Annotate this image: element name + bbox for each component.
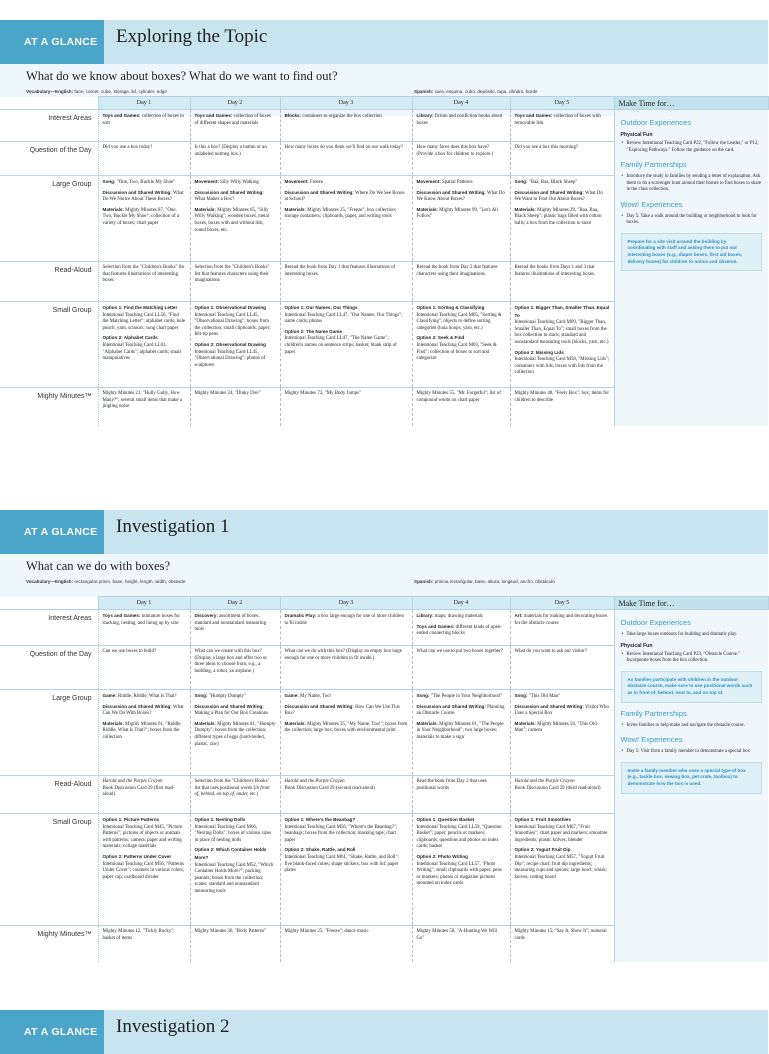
row-label: Interest Areas xyxy=(0,110,98,142)
day-header: Day 1 xyxy=(98,97,190,110)
table-cell: Harold and the Purple Crayon Book Discussion Card 29 (second read-aloud) xyxy=(280,776,412,814)
focus-question: What do we know about boxes? What do we want to find out? xyxy=(26,69,338,83)
table-cell: Toys and Games: collection of boxes with removable lids xyxy=(510,110,614,142)
make-time-header: Make Time for… xyxy=(614,97,768,110)
physical-fun-label: Physical Fun xyxy=(620,132,653,139)
table-cell: Can we use boxes to build? xyxy=(98,646,190,690)
table-cell: Harold and the Purple Crayon Book Discussion Card 29 (third read-aloud) xyxy=(510,776,614,814)
physical-fun-label: Physical Fun xyxy=(620,642,653,649)
table-cell: Mighty Minutes 36, "Body Patterns" xyxy=(190,926,280,962)
table-cell: What can we do with this box? (Display an empty box large enough for one or more children to fit inside.) xyxy=(280,646,412,690)
outdoor-heading: Outdoor Experiences xyxy=(620,118,691,127)
table-cell: Reread the books from Days 1 and 3 that features illustrations of interesting boxes. xyxy=(510,262,614,302)
table-cell: Movement: Spatial Patterns Discussion and Shared Writing: What Do We Know About Boxes? Materials: Mighty Minutes 99, "Let's All Follow" xyxy=(412,176,510,262)
table-cell: Mighty Minutes 15, "Say It, Show It"; numeral cards xyxy=(510,926,614,962)
day-header: Day 4 xyxy=(412,597,510,610)
table-cell: What can we use to put two boxes together? xyxy=(412,646,510,690)
table-cell: Song: "Humpty Dumpty" Discussion and Shared Writing: Making a Plan for Our Box Creations Materials: Mighty Minutes 81, "Humpty Dumpty"; boxes from the collection; different types of eggs (hard-boiled, plastic, raw) xyxy=(190,690,280,776)
table-cell: Reread the book from Day 1 that features illustrations of interesting boxes. xyxy=(280,262,412,302)
table-cell: Option 1: Question Basket Intentional Teaching Card LL59, "Question Basket"; paper; pencils or markers; clipboards; questions and photos on index cards; basket Option 2: Photo Writing Intentional Teaching Card LL57, "Photo Writing"; small clipboards with paper; pens or markers; photos or magazine pictures mounted on index cards xyxy=(412,814,510,926)
wow-heading: Wow! Experiences xyxy=(620,199,683,209)
side-bullet: • Day 5: Visit from a family member to demonstrate a special box xyxy=(621,749,763,755)
row-label: Small Group xyxy=(0,302,98,388)
vocabulary-spanish: Spanish: cara, esquina, cubo, depósito, tapa, cilindro, borde xyxy=(414,89,538,94)
table-cell: Option 1: Sorting & Classifying Intentional Teaching Card M05, "Sorting & Classifying"; objects to define sorting categories (hula hoops, yarn, etc.) Option 2: Seek & Find Intentional Teaching Card M03, "Seek & Find"; collection of boxes to sort and categorize xyxy=(412,302,510,388)
day-header: Day 5 xyxy=(510,97,614,110)
at-a-glance-badge: AT A GLANCE xyxy=(0,510,104,554)
section-banner xyxy=(0,20,768,64)
table-cell: Art: materials for making and decorating boxes for the obstacle course xyxy=(510,610,614,646)
table-cell: What can we create with this box? (Display a large box and offer two or three ideas to choose from, e.g., a building, a robot, an airplane.) xyxy=(190,646,280,690)
schedule-table-2 xyxy=(0,596,768,962)
schedule-table-1 xyxy=(0,96,768,426)
section-title: Exploring the Topic xyxy=(116,26,268,47)
row-label: Large Group xyxy=(0,690,98,776)
callout-box: Prepare for a site visit around the building by coordinating with staff and asking them to put out interesting boxes (e.g., diaper boxes, first aid boxes, delivery boxes) for children to notice and observe. xyxy=(621,233,763,272)
focus-question: What can we do with boxes? xyxy=(26,559,171,573)
row-label: Read-Aloud xyxy=(0,776,98,814)
table-cell: Did you see a box this morning? xyxy=(510,142,614,176)
table-cell: Mighty Minutes 25, "Freeze"; dance music xyxy=(280,926,412,962)
table-cell: Selection from the "Children's Books" list that uses positional words (in front of, behind, on top of, under, etc.) xyxy=(190,776,280,814)
side-bullet: • Review Intentional Teaching Card P23, "Obstacle Course." Incorporate boxes from the box collection. xyxy=(621,652,763,665)
table-cell: Discovery: assortment of boxes; standard and nonstandard measuring tools xyxy=(190,610,280,646)
make-time-panel xyxy=(614,110,768,426)
table-cell: Option 1: Fruit Smoothies Intentional Teaching Card M67, "Fruit Smoothies"; chart paper and markers; smoothie ingredients; plastic knives; blender Option 2: Yogurt Fruit Dip Intentional Teaching Card M57, "Yogurt Fruit Dip"; recipe chart; fruit dip ingredients; measuring cups and spoons; large bowl; whisk; knives; cutting board xyxy=(510,814,614,926)
row-label: Large Group xyxy=(0,176,98,262)
vocabulary-spanish: Spanish: prisma rectangular, base, altura, longitud, ancho, obstáculo xyxy=(414,579,555,584)
at-a-glance-badge: AT A GLANCE xyxy=(0,1010,104,1054)
table-cell: Selection from the "Children's Books" list that features characters using their imaginations xyxy=(190,262,280,302)
day-header: Day 3 xyxy=(280,597,412,610)
section-title: Investigation 1 xyxy=(116,516,230,537)
table-cell: Option 1: Bigger Than, Smaller Than, Equal To Intentional Teaching Card M09, "Bigger Than, Smaller Than, Equal To"; small boxes from the box collection to stack; standard and nonstandard measuring tools (blocks, yarn, etc.) Option 2: Missing Lids Intentional Teaching Card M58, "Missing Lids"; containers with lids; boxes with lids from the collection xyxy=(510,302,614,388)
family-heading: Family Partnerships xyxy=(620,708,687,718)
day-header: Day 2 xyxy=(190,597,280,610)
day-header: Day 2 xyxy=(190,97,280,110)
row-label: Small Group xyxy=(0,814,98,926)
row-label: Interest Areas xyxy=(0,610,98,646)
callout-box: Invite a family member who uses a special type of box (e.g., tackle box, sewing box, pet crate, toolbox) to demonstrate how the box is used. xyxy=(621,762,763,794)
at-a-glance-badge: AT A GLANCE xyxy=(0,20,104,64)
day-header: Day 3 xyxy=(280,97,412,110)
table-cell: Song: "The People in Your Neighborhood" Discussion and Shared Writing: Planning an Obstacle Course Materials: Mighty Minutes 01, "The People in Your Neighborhood"; two large boxes; materials to make a sign xyxy=(412,690,510,776)
table-cell: Library: fiction and nonfiction books about boxes xyxy=(412,110,510,142)
make-time-panel xyxy=(614,610,768,962)
side-bullet: • Introduce the study to families by sending a letter of explanation. Ask them to do a scavenger hunt around their homes to find boxes to share in the class collection. xyxy=(621,174,763,193)
family-heading: Family Partnerships xyxy=(620,160,687,170)
table-cell: Option 1: Our Names, Our Things Intentional Teaching Card LL47, "Our Names, Our Things"; name cards; photos Option 2: The Name Game Intentional Teaching Card LL47, "The Name Game"; children's names on sentence strips; basket; blank strip of paper xyxy=(280,302,412,388)
table-cell: Toys and Games: collection of boxes to sort xyxy=(98,110,190,142)
table-cell: How many faces does this box have? (Provide a box for children to explore.) xyxy=(412,142,510,176)
table-cell: Song: "Baa, Baa, Black Sheep" Discussion and Shared Writing: What Do We Want to Find Out About Boxes? Materials: Mighty Minutes 29, "Baa, Baa, Black Sheep"; plastic bags filled with cotton balls; a box from the collection to store xyxy=(510,176,614,262)
row-label: Mighty Minutes™ xyxy=(0,926,98,962)
table-cell: Option 1: Where's the Beanbag? Intentional Teaching Card M56, "Where's the Beanbag?"; beanbags; boxes from the collection; masking tape; chart paper Option 2: Shake, Rattle, and Roll Intentional Teaching Card M61, "Shake, Rattle, and Roll"; five blank-faced cubes; shape stickers; box with lid; paper plates xyxy=(280,814,412,926)
table-cell: Harold and the Purple Crayon Book Discussion Card 29 (first read-aloud) xyxy=(98,776,190,814)
table-cell: Song: "One, Two, Buckle My Shoe" Discussion and Shared Writing: What Do We Notice About These Boxes? Materials: Mighty Minutes 87, "One, Two, Buckle My Shoe"; collection of a variety of boxes; chart paper xyxy=(98,176,190,262)
table-cell: Selection from the "Children's Books" list that features illustrations of interesting boxes xyxy=(98,262,190,302)
table-cell: Game: My Name, Too! Discussion and Shared Writing: How Can We Use This Box? Materials: Mighty Minutes 35, "My Name, Too!"; boxes from the collection; large box; boxes with environmental print xyxy=(280,690,412,776)
table-cell: Blocks: containers to organize the box collection xyxy=(280,110,412,142)
table-cell: Is this a box? (Display a button or an unlabeled nutmeg box.) xyxy=(190,142,280,176)
table-cell: Toys and Games: miniature boxes for stacking, nesting, and lining up by size xyxy=(98,610,190,646)
table-cell: Mighty Minutes 58, "A-Hunting We Will Go" xyxy=(412,926,510,962)
table-cell: Read the book from Day 2 that uses positional words xyxy=(412,776,510,814)
table-cell: Toys and Games: collection of boxes of different shapes and materials xyxy=(190,110,280,142)
row-label: Question of the Day xyxy=(0,142,98,176)
row-label: Question of the Day xyxy=(0,646,98,690)
day-header: Day 5 xyxy=(510,597,614,610)
vocabulary-english: Vocabulary—English: face, corner, cube, storage, lid, cylinder, edge xyxy=(26,89,167,94)
table-cell: Mighty Minutes 21, "Hully Gully, How Many?"; several small items that make a jingling noise xyxy=(98,388,190,426)
side-bullet: • Day 5: Take a walk around the building or neighborhood to look for boxes. xyxy=(621,214,763,227)
table-cell: Reread the book from Day 2 that features characters using their imaginations. xyxy=(412,262,510,302)
table-cell: Movement: Silly Willy Walking Discussion and Shared Writing: What Makes a Box? Materials: Mighty Minutes 65, "Silly Willy Walking"; wooden boxes, metal boxes, boxes with and without lids, round boxes, etc. xyxy=(190,176,280,262)
table-cell: What do you want to ask our visitor? xyxy=(510,646,614,690)
side-bullet: • Invite families to help make and navigate the obstacle course. xyxy=(621,723,763,729)
table-cell: Dramatic Play: a box large enough for one or more children to fit inside xyxy=(280,610,412,646)
table-cell: Did you use a box today? xyxy=(98,142,190,176)
section-banner xyxy=(0,510,768,554)
callout-box: As families participate with children in the outdoor obstacle course, make sure to use positional words such as in front of, behind, next to, and on top of. xyxy=(621,671,763,703)
side-bullet: • Take large boxes outdoors for building and dramatic play. xyxy=(621,632,763,638)
outdoor-heading: Outdoor Experiences xyxy=(620,618,691,627)
table-cell: Mighty Minutes 55, "Mr. Forgetful"; list of compound words on chart paper xyxy=(412,388,510,426)
day-header: Day 4 xyxy=(412,97,510,110)
section-title: Investigation 2 xyxy=(116,1016,230,1037)
table-cell: Mighty Minutes 12, "Tickly Rocky"; basket of items xyxy=(98,926,190,962)
day-header: Day 1 xyxy=(98,597,190,610)
table-cell: Movement: Freeze Discussion and Shared Writing: Where Do We See Boxes at School? Materials: Mighty Minutes 25, "Freeze"; box collection; storage containers; clipboards, paper, and writing tools xyxy=(280,176,412,262)
table-cell: How many boxes do you think we'll find on our walk today? xyxy=(280,142,412,176)
table-cell: Mighty Minutes 72, "My Body Jumps" xyxy=(280,388,412,426)
row-label: Read-Aloud xyxy=(0,262,98,302)
row-label: Mighty Minutes™ xyxy=(0,388,98,426)
table-cell: Option 1: Find the Matching Letter Intentional Teaching Card LL56, "Find the Matching Letter"; alphabet cards; hole punch; yarn, scissors; song chart paper Option 2: Alphabet Cards Intentional Teaching Card LL03, "Alphabet Cards"; alphabet cards; small manipulatives xyxy=(98,302,190,388)
section-banner xyxy=(0,1010,768,1054)
table-cell: Game: Riddle, Riddle, What Is That? Discussion and Shared Writing: What Can We Do With Boxes? Materials: Mighty Minutes 61, "Riddle, Riddle, What Is That?"; boxes from the collection xyxy=(98,690,190,776)
table-cell: Option 1: Observational Drawing Intentional Teaching Card LL45, "Observational Drawing"; boxes from the collection; small clipboards; paper; felt-tip pens Option 2: Observational Drawing Intentional Teaching Card LL45, "Observational Drawing"; photos of sculptures xyxy=(190,302,280,388)
wow-heading: Wow! Experiences xyxy=(620,735,683,745)
vocabulary-english: Vocabulary—English: rectangular prism, base, height, length, width, obstacle xyxy=(26,579,186,584)
table-cell: Mighty Minutes 48, "Feely Box"; box; items for children to describe xyxy=(510,388,614,426)
make-time-header: Make Time for… xyxy=(614,597,768,610)
side-bullet: • Review Intentional Teaching Card P22, "Follow the Leader," or P12, "Exploring Pathways." Follow the guidance on the card. xyxy=(621,141,763,154)
table-cell: Song: "This Old Man" Discussion and Shared Writing: Visitor Who Uses a Special Box Materials: Mighty Minutes 56, "This Old Man"; camera xyxy=(510,690,614,776)
table-cell: Library: maps; drawing materials Toys and Games: different kinds of open-ended connecting blocks xyxy=(412,610,510,646)
table-cell: Option 1: Nesting Dolls Intentional Teaching Card M66, "Nesting Dolls"; boxes of various sizes in place of nesting dolls Option 2: Which Container Holds More? Intentional Teaching Card M52, "Which Container Holds More?"; packing peanuts; boxes from the collection; scales; standard and nonstandard measuring tools xyxy=(190,814,280,926)
table-cell: Mighty Minutes 24, "Dinky Doo" xyxy=(190,388,280,426)
table-cell: Option 1: Picture Patterns Intentional Teaching Card M45, "Picture Patterns"; pictures of objects or animals with patterns; camera; paper and writing materials; collage materials Option 2: Patterns Under Cover Intentional Teaching Card M56, "Patterns Under Cover"; counters in various colors; paper cup; cardboard divider xyxy=(98,814,190,926)
